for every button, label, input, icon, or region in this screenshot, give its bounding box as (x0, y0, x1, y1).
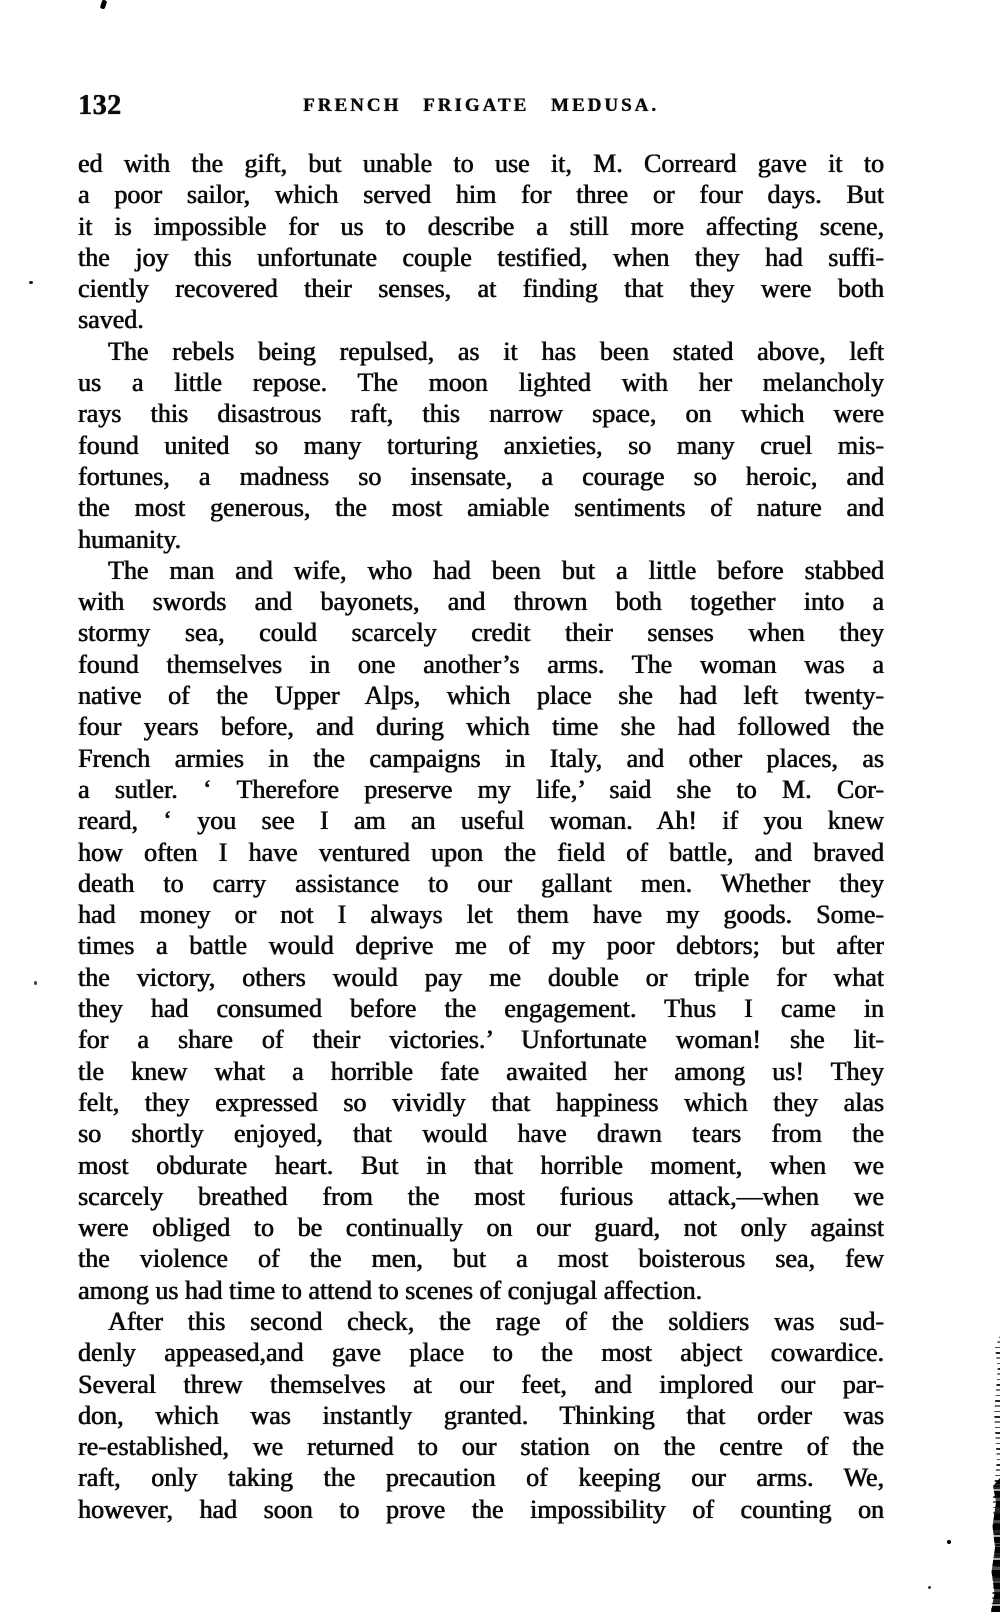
text-line: the victory, others would pay me double or triple for what (78, 962, 884, 992)
text-line: for a share of their victories.’ Unfortunate woman! she lit- (78, 1025, 884, 1055)
text-line: raft, only taking the precaution of keeping our arms. We, (78, 1463, 884, 1493)
scan-speck (29, 281, 33, 284)
text-line: found united so many torturing anxieties, so many cruel mis- (78, 430, 884, 460)
scan-speck (947, 1540, 951, 1544)
text-line: native of the Upper Alps, which place she had left twenty- (78, 681, 884, 711)
text-line: they had consumed before the engagement. Thus I came in (78, 994, 884, 1024)
text-line: re-established, we returned to our station on the centre of the (78, 1432, 884, 1462)
paragraph (78, 336, 884, 555)
text-line: felt, they expressed so vividly that happiness which they alas (78, 1087, 884, 1117)
page-number: 132 (78, 90, 122, 121)
text-line: it is impossible for us to describe a still more affecting scene, (78, 211, 884, 241)
text-line: French armies in the campaigns in Italy, and other places, as (78, 743, 884, 773)
scan-speck (928, 1586, 931, 1589)
text-line: most obdurate heart. But in that horrible moment, when we (78, 1150, 884, 1180)
text-line: with swords and bayonets, and thrown both together into a (78, 587, 884, 617)
text-line: fortunes, a madness so insensate, a courage so heroic, and (78, 461, 884, 491)
text-line: death to carry assistance to our gallant men. Whether they (78, 868, 884, 898)
text-line: a sutler. ‘ Therefore preserve my life,’ said she to M. Cor- (78, 774, 884, 804)
text-line: The man and wife, who had been but a little before stabbed (108, 555, 884, 585)
text-line: had money or not I always let them have my goods. Some- (78, 900, 884, 930)
text-line: among us had time to attend to scenes of conjugal affection. (78, 1275, 703, 1305)
text-line: scarcely breathed from the most furious attack,—when we (78, 1181, 884, 1211)
text-line: were obliged to be continually on our guard, not only against (78, 1213, 884, 1243)
text-line: tle knew what a horrible fate awaited her among us! They (78, 1056, 884, 1086)
text-line: the most generous, the most amiable sentiments of nature and (78, 493, 884, 523)
paragraph (78, 555, 884, 1306)
text-line: ed with the gift, but unable to use it, M. Correard gave it to (78, 149, 884, 178)
text-line: After this second check, the rage of the soldiers was sud- (108, 1306, 884, 1336)
text-line: Several threw themselves at our feet, and implored our par- (78, 1369, 884, 1399)
text-line: don, which was instantly granted. Thinking that order was (78, 1400, 884, 1430)
paragraph (78, 148, 884, 336)
page-header (78, 90, 884, 124)
text-line: us a little repose. The moon lighted with her melancholy (78, 368, 884, 398)
text-line: rays this disastrous raft, this narrow space, on which were (78, 399, 884, 429)
text-line: a poor sailor, which served him for three or four days. But (78, 180, 884, 210)
text-line: reard, ‘ you see I am an useful woman. Ah! if you knew (78, 806, 884, 836)
text-line: times a battle would deprive me of my poor debtors; but after (78, 931, 884, 961)
text-line: four years before, and during which time she had followed the (78, 712, 884, 742)
text-line: saved. (78, 305, 144, 335)
paragraph (78, 1306, 884, 1525)
text-line: the joy this unfortunate couple testified, when they had suffi- (78, 242, 884, 272)
text-line: how often I have ventured upon the field of battle, and braved (78, 837, 884, 867)
text-line: the violence of the men, but a most boisterous sea, few (78, 1244, 884, 1274)
text-block (78, 148, 884, 1525)
scan-speck (100, 0, 108, 10)
text-line: ciently recovered their senses, at finding that they were both (78, 274, 884, 304)
text-line: humanity. (78, 524, 182, 554)
text-line: denly appeased,and gave place to the most abject cowardice. (78, 1338, 884, 1368)
running-header: FRENCH FRIGATE MEDUSA. (303, 95, 659, 116)
text-line: The rebels being repulsed, as it has been stated above, left (108, 336, 884, 366)
text-line: however, had soon to prove the impossibility of counting on (78, 1494, 884, 1524)
text-line: so shortly enjoyed, that would have drawn tears from the (78, 1119, 884, 1149)
text-line: stormy sea, could scarcely credit their senses when they (78, 618, 884, 648)
scan-speck (34, 981, 37, 985)
text-line: found themselves in one another’s arms. The woman was a (78, 649, 884, 679)
